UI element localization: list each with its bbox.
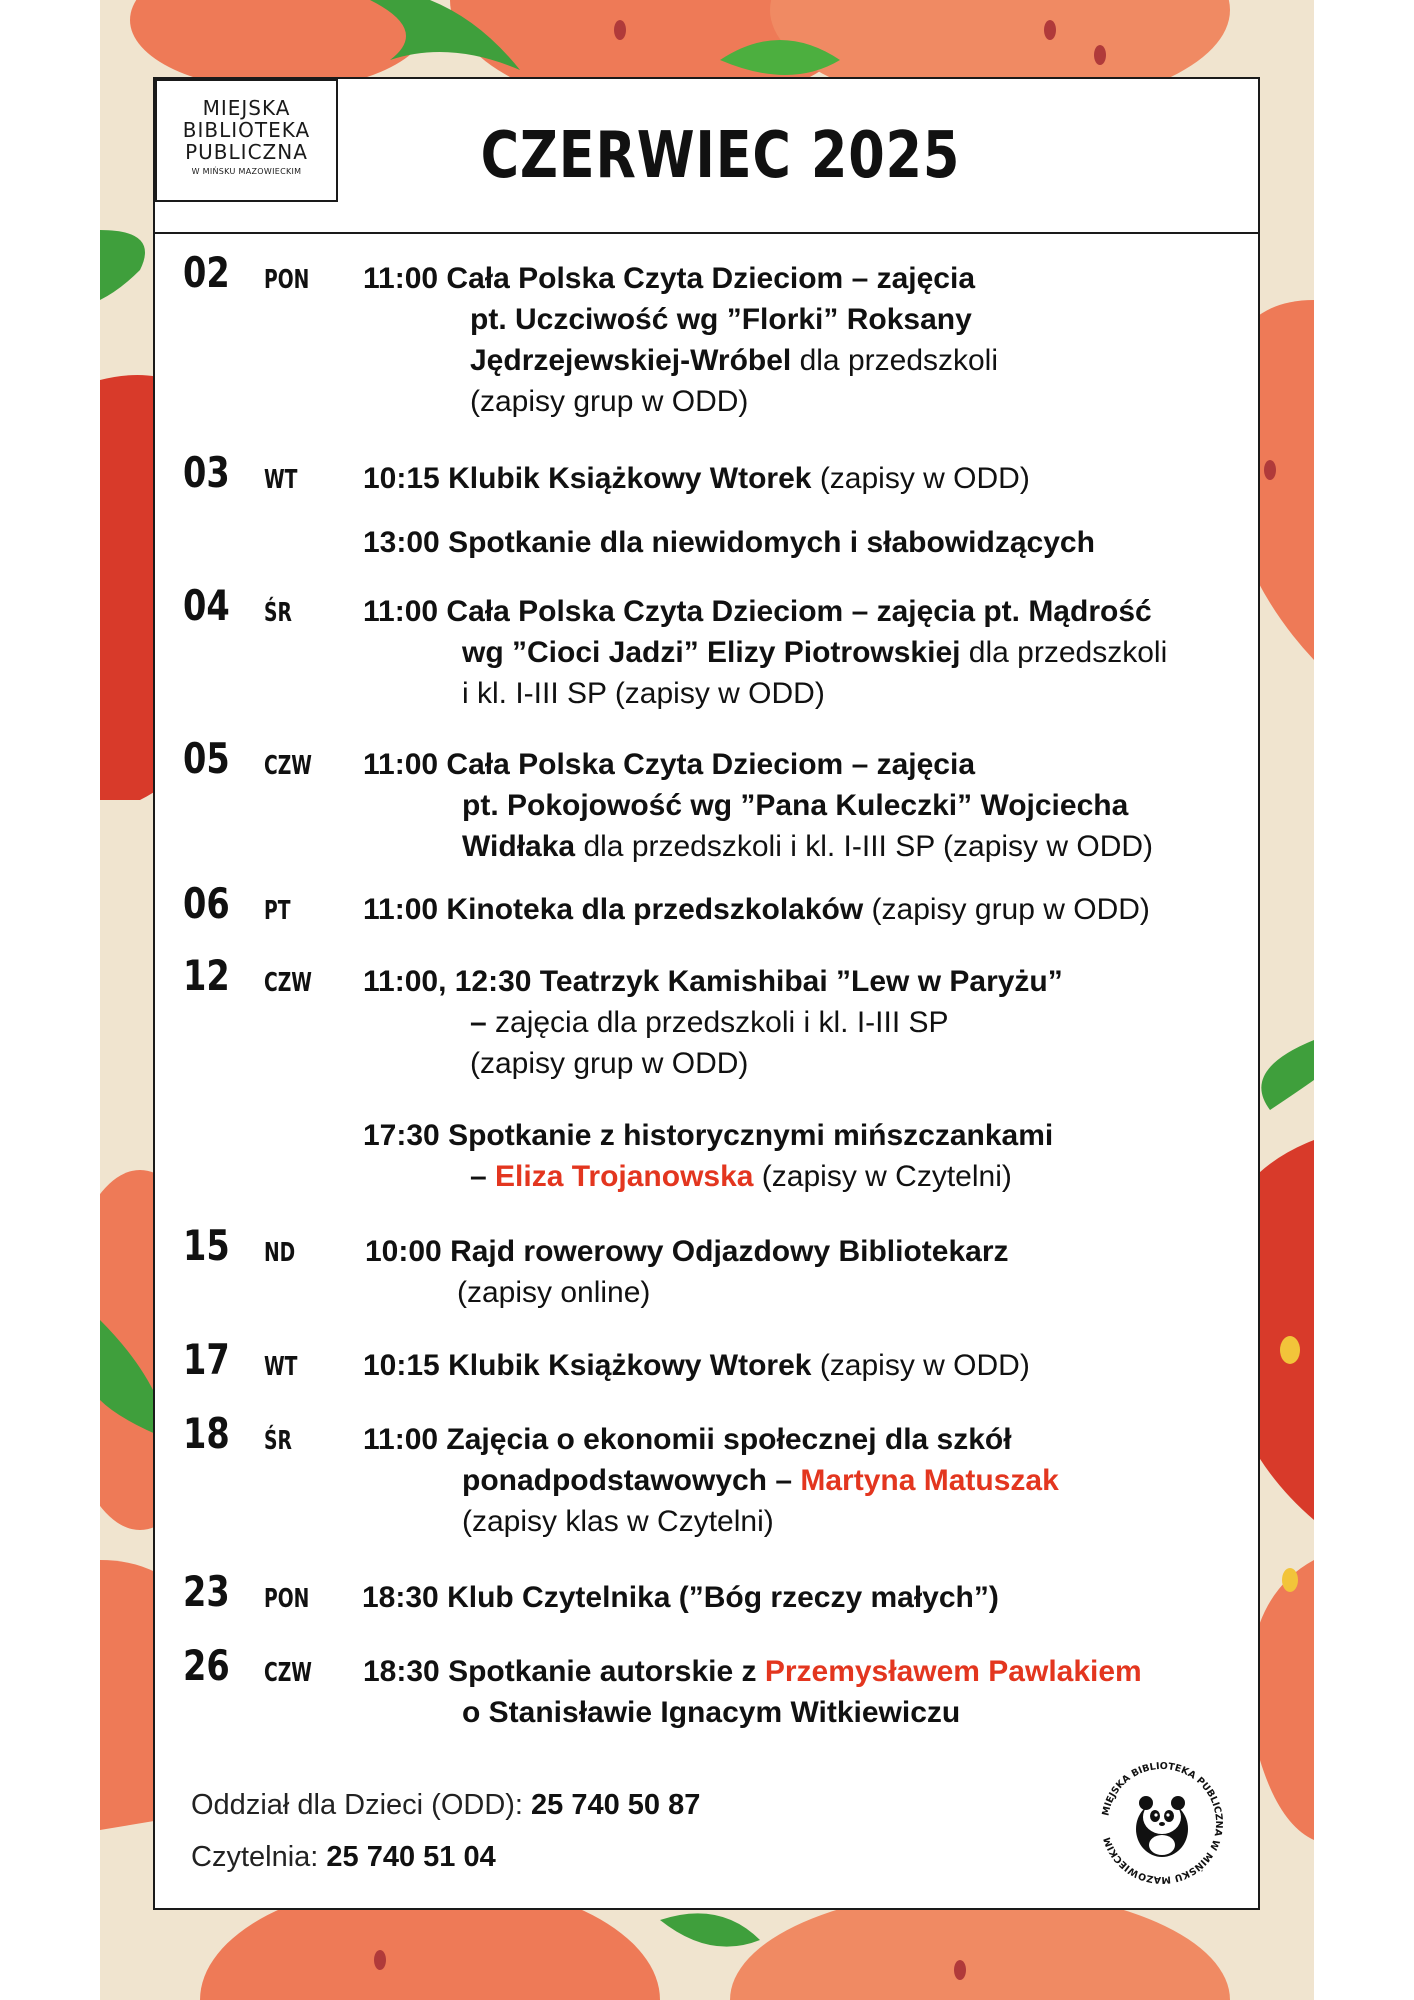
logo-line-4: W MIŃSKU MAZOWIECKIM — [191, 167, 302, 176]
event-date: 03 — [183, 448, 230, 497]
event-line: 11:00, 12:30 Teatrzyk Kamishibai ”Lew w Paryżu” — [363, 965, 1063, 998]
event-weekday: CZW — [264, 1658, 312, 1688]
event-weekday: PON — [264, 1584, 310, 1614]
event-line: 18:30 Klub Czytelnika (”Bóg rzeczy małych”) — [362, 1581, 999, 1614]
event-date: 05 — [183, 734, 230, 783]
event-line: – zajęcia dla przedszkoli i kl. I-III SP — [470, 1006, 949, 1039]
event-line: (zapisy grup w ODD) — [470, 1047, 749, 1080]
event-date: 06 — [183, 879, 230, 928]
event-weekday: CZW — [264, 968, 312, 998]
schedule-panel — [153, 77, 1260, 1910]
logo-line-2: BIBLIOTEKA — [182, 118, 311, 142]
event-line: 10:15 Klubik Książkowy Wtorek (zapisy w ODD) — [363, 1349, 1030, 1382]
event-line: 11:00 Cała Polska Czyta Dzieciom – zajęcia — [363, 262, 975, 295]
svg-text:MIEJSKA BIBLIOTEKA PUBLICZNA W: MIEJSKA BIBLIOTEKA PUBLICZNA W MIŃSKU MAZOWIECKIM — [1100, 1760, 1225, 1886]
event-line: (zapisy klas w Czytelni) — [462, 1505, 774, 1538]
event-weekday: WT — [264, 1352, 298, 1382]
event-line: (zapisy online) — [457, 1276, 651, 1309]
contact-odd: Oddział dla Dzieci (ODD): 25 740 50 87 — [191, 1789, 701, 1821]
event-line: pt. Pokojowość wg ”Pana Kuleczki” Wojciecha — [462, 789, 1129, 822]
event-line: 17:30 Spotkanie z historycznymi mińszczankami — [363, 1119, 1054, 1152]
event-weekday: ND — [264, 1238, 296, 1268]
event-line: pt. Uczciwość wg ”Florki” Roksany — [470, 303, 972, 336]
event-date: 12 — [183, 951, 230, 1000]
title-divider — [155, 232, 1258, 234]
event-line: 11:00 Kinoteka dla przedszkolaków (zapisy grup w ODD) — [363, 893, 1150, 926]
event-line: 10:00 Rajd rowerowy Odjazdowy Bibliotekarz — [365, 1235, 1009, 1268]
event-line: 18:30 Spotkanie autorskie z Przemysławem Pawlakiem — [363, 1655, 1142, 1688]
event-line: wg ”Cioci Jadzi” Elizy Piotrowskiej dla przedszkoli — [462, 636, 1168, 669]
event-weekday: WT — [264, 465, 298, 495]
logo-line-3: PUBLICZNA — [185, 140, 308, 164]
event-line: Jędrzejewskiej-Wróbel dla przedszkoli — [470, 344, 999, 377]
event-line: (zapisy grup w ODD) — [470, 385, 749, 418]
event-weekday: CZW — [264, 751, 312, 781]
contact-czytelnia: Czytelnia: 25 740 51 04 — [191, 1841, 496, 1873]
event-line: 13:00 Spotkanie dla niewidomych i słabowidzących — [363, 526, 1095, 559]
event-date: 15 — [183, 1221, 230, 1270]
logo-line-1: MIEJSKA — [202, 96, 291, 120]
event-line: i kl. I-III SP (zapisy w ODD) — [462, 677, 825, 710]
event-line: – Eliza Trojanowska (zapisy w Czytelni) — [470, 1160, 1012, 1193]
event-weekday: ŚR — [264, 1426, 292, 1456]
event-weekday: PT — [264, 896, 291, 926]
event-date: 17 — [183, 1335, 230, 1384]
event-line: ponadpodstawowych – Martyna Matuszak — [462, 1464, 1059, 1497]
event-weekday: PON — [264, 265, 310, 295]
event-date: 04 — [183, 581, 230, 630]
event-line: 11:00 Zajęcia o ekonomii społecznej dla szkół — [363, 1423, 1012, 1456]
event-date: 02 — [183, 248, 230, 297]
event-weekday: ŚR — [264, 598, 292, 628]
page-title: CZERWIEC 2025 — [480, 119, 961, 193]
event-line: 10:15 Klubik Książkowy Wtorek (zapisy w ODD) — [363, 462, 1030, 495]
event-line: 11:00 Cała Polska Czyta Dzieciom – zajęcia pt. Mądrość — [363, 595, 1152, 628]
event-line: 11:00 Cała Polska Czyta Dzieciom – zajęcia — [363, 748, 975, 781]
event-date: 18 — [183, 1409, 230, 1458]
panda-stamp-logo — [1092, 1753, 1232, 1893]
event-date: 23 — [183, 1567, 230, 1616]
event-line: Widłaka dla przedszkoli i kl. I-III SP (zapisy w ODD) — [462, 830, 1154, 863]
event-line: o Stanisławie Ignacym Witkiewiczu — [462, 1696, 961, 1729]
event-date: 26 — [183, 1641, 230, 1690]
